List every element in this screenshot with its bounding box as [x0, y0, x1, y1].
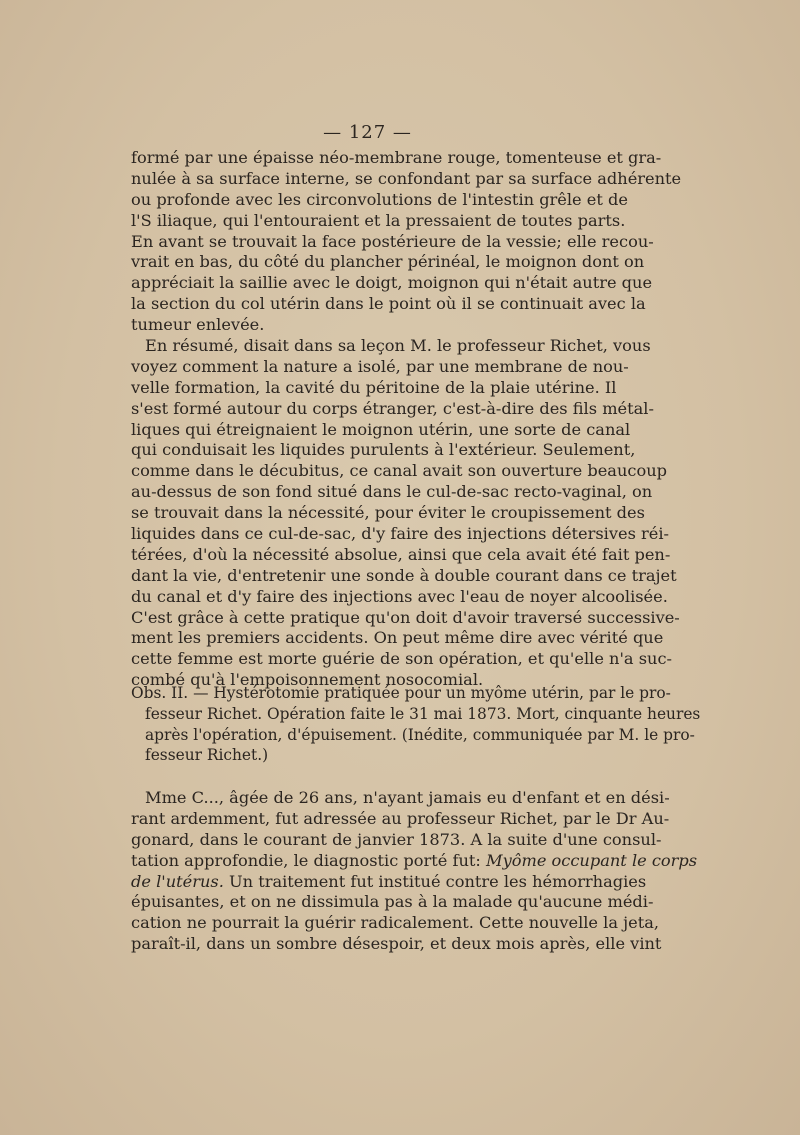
text-line: cation ne pourrait la guérir radicalement. Cette nouvelle la jeta, — [131, 913, 660, 933]
observation-line: après l'opération, d'épuisement. (Inédite, communiquée par M. le pro- — [145, 725, 695, 744]
text-line: épuisantes, et on ne dissimula pas à la malade qu'aucune médi- — [131, 892, 654, 912]
text-line: appréciait la saillie avec le doigt, moignon qui n'était autre que — [131, 273, 653, 293]
text-line: dant la vie, d'entretenir une sonde à double courant dans ce trajet — [131, 565, 677, 585]
text-segment: tation approfondie, le diagnostic porté fut: — [131, 850, 487, 870]
text-line — [131, 850, 698, 872]
text-line: térées, d'où la nécessité absolue, ainsi que cela avait été fait pen- — [131, 544, 671, 564]
text-line: En avant se trouvait la face postérieure de la vessie; elle recou- — [131, 231, 654, 251]
page-number: — 127 — — [323, 122, 412, 143]
text-line: gonard, dans le courant de janvier 1873. A la suite d'une consul- — [131, 829, 662, 849]
text-line: la section du col utérin dans le point où il se continuait avec la — [131, 294, 646, 314]
text-line: combé qu'à l'empoisonnement nosocomial. — [131, 670, 484, 690]
text-line: se trouvait dans la nécessité, pour éviter le croupissement des — [131, 503, 645, 523]
observation-line: Obs. II. — Hystérotomie pratiquée pour un myôme utérin, par le pro- — [131, 684, 671, 702]
observation-heading — [131, 683, 701, 766]
text-segment: Un traitement fut institué contre les hémorrhagies — [223, 871, 647, 891]
text-line: liques qui étreignaient le moignon utérin, une sorte de canal — [131, 419, 631, 439]
text-line: En résumé, disait dans sa leçon M. le professeur Richet, vous — [145, 336, 651, 356]
text-line: l'S iliaque, qui l'entouraient et la pressaient de toutes parts. — [131, 210, 626, 230]
main-paragraphs — [131, 148, 682, 691]
text-line: cette femme est morte guérie de son opération, et qu'elle n'a suc- — [131, 649, 672, 669]
text-line — [131, 871, 647, 893]
text-line: tumeur enlevée. — [131, 315, 265, 335]
observation-line: fesseur Richet.) — [145, 746, 269, 765]
text-line: liquides dans ce cul-de-sac, d'y faire des injections détersives réi- — [131, 524, 670, 544]
text-line: Mme C..., âgée de 26 ans, n'ayant jamais eu d'enfant et en dési- — [145, 788, 670, 807]
text-line: velle formation, la cavité du péritoine de la plaie utérine. Il — [131, 377, 617, 397]
case-paragraph — [131, 788, 698, 955]
text-line: formé par une épaisse néo-membrane rouge, tomenteuse et gra- — [131, 148, 662, 167]
text-line: du canal et d'y faire des injections avec l'eau de noyer alcoolisée. — [131, 586, 668, 606]
text-line: paraît-il, dans un sombre désespoir, et deux mois après, elle vint — [131, 934, 662, 954]
diagnosis-italic: Myôme occupant le corps — [486, 850, 698, 870]
diagnosis-italic: de l'utérus. — [131, 871, 224, 891]
text-line: nulée à sa surface interne, se confondant par sa surface adhérente — [131, 168, 682, 188]
text-line: comme dans le décubitus, ce canal avait son ouverture beaucoup — [131, 461, 667, 481]
text-line: qui conduisait les liquides purulents à l'extérieur. Seulement, — [131, 440, 636, 460]
text-line: ou profonde avec les circonvolutions de l'intestin grêle et de — [131, 189, 628, 209]
text-line: au-dessus de son fond situé dans le cul-de-sac recto-vaginal, on — [131, 482, 653, 502]
text-line: C'est grâce à cette pratique qu'on doit d'avoir traversé successive- — [131, 607, 680, 627]
text-line: rant ardemment, fut adressée au professeur Richet, par le Dr Au- — [131, 808, 670, 828]
text-line: ment les premiers accidents. On peut même dire avec vérité que — [131, 628, 664, 648]
text-line: voyez comment la nature a isolé, par une membrane de nou- — [131, 356, 629, 376]
observation-line: fesseur Richet. Opération faite le 31 mai 1873. Mort, cinquante heures — [145, 704, 701, 723]
text-line: s'est formé autour du corps étranger, c'est-à-dire des fils métal- — [131, 398, 654, 418]
text-line: vrait en bas, du côté du plancher périnéal, le moignon dont on — [131, 252, 645, 272]
